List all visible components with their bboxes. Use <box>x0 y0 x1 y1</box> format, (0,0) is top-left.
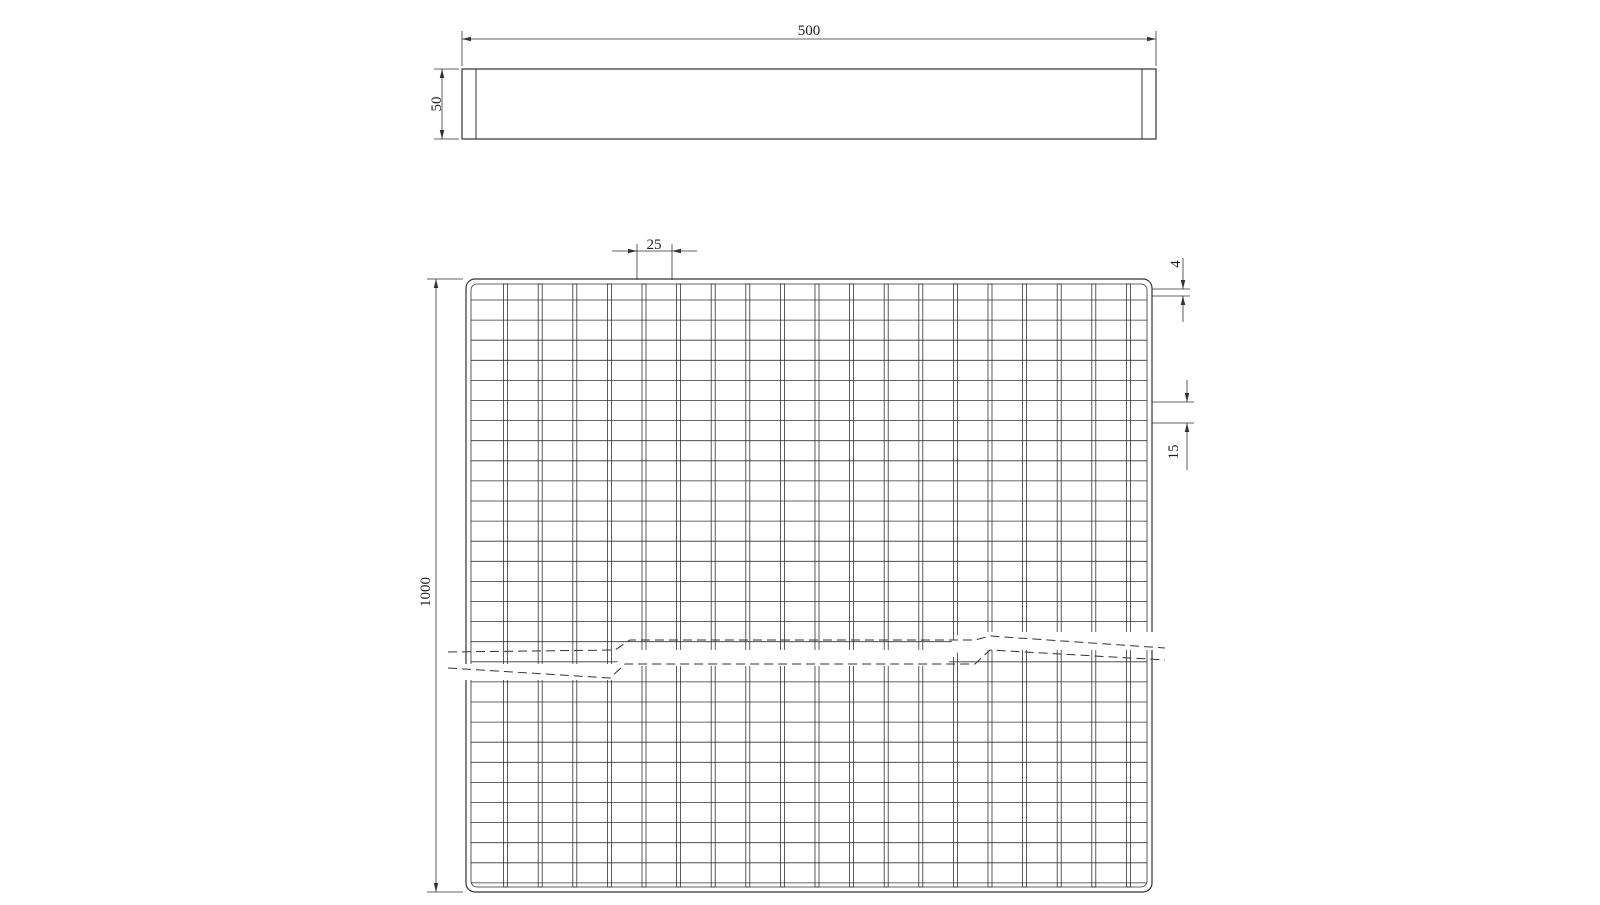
bearing-bar <box>573 284 577 887</box>
width-dimension <box>462 23 1156 66</box>
bearing-bar <box>504 284 508 887</box>
bearing-bar <box>988 284 992 887</box>
bearing-bar <box>1057 284 1061 887</box>
plan-view-bottom-section <box>466 279 1152 892</box>
bearing-bar <box>884 284 888 887</box>
side-view <box>462 69 1156 139</box>
cross-bar-pitch-dimension <box>1152 380 1194 470</box>
plan-view-frame-bottom <box>466 279 1152 892</box>
plan-view-frame-top <box>466 279 1152 892</box>
bar-thickness-dimension <box>1152 258 1190 322</box>
break-line-upper <box>448 636 1165 652</box>
bearing-bar <box>538 284 542 887</box>
bearing-bar <box>850 284 854 887</box>
bearing-bar <box>746 284 750 887</box>
width-dimension-label: 500 <box>797 23 821 39</box>
bearing-bar <box>815 284 819 887</box>
length-dimension <box>418 279 463 892</box>
bar-thickness-dimension-label: 4 <box>1168 260 1184 268</box>
bearing-bar <box>677 284 681 887</box>
height-dimension-label: 50 <box>429 96 445 112</box>
bearing-bar <box>711 284 715 887</box>
side-view-outline <box>462 69 1156 139</box>
bearing-bar <box>607 284 611 887</box>
bearing-bar <box>1023 284 1027 887</box>
bearing-bar <box>538 284 542 887</box>
bearing-bar <box>850 284 854 887</box>
bearing-bar <box>573 284 577 887</box>
bearing-bar <box>711 284 715 887</box>
bearing-bar <box>504 284 508 887</box>
bearing-bar <box>815 284 819 887</box>
bearing-bar <box>780 284 784 887</box>
bar-pitch-dimension <box>612 237 697 280</box>
bearing-bar <box>1023 284 1027 887</box>
bearing-bar <box>607 284 611 887</box>
bearing-bar <box>919 284 923 887</box>
bearing-bar <box>884 284 888 887</box>
bearing-bar <box>642 284 646 887</box>
bearing-bar <box>953 284 957 887</box>
length-dimension-label: 1000 <box>418 577 434 607</box>
bearing-bar <box>1057 284 1061 887</box>
cross-bar-pitch-dimension-label: 15 <box>1166 444 1182 460</box>
plan-view <box>448 279 1165 892</box>
bearing-bars-top <box>504 284 1131 887</box>
plan-view-top-section <box>466 279 1152 892</box>
bearing-bar <box>1092 284 1096 887</box>
bearing-bar <box>953 284 957 887</box>
bearing-bar <box>746 284 750 887</box>
bearing-bar <box>1126 284 1130 887</box>
bearing-bar <box>780 284 784 887</box>
bearing-bar <box>1126 284 1130 887</box>
bearing-bars-bottom <box>504 284 1131 887</box>
bearing-bar <box>677 284 681 887</box>
bearing-bar <box>919 284 923 887</box>
height-dimension <box>429 69 459 139</box>
bar-pitch-dimension-label: 25 <box>646 237 662 253</box>
bearing-bar <box>1092 284 1096 887</box>
bearing-bar <box>642 284 646 887</box>
bearing-bar <box>988 284 992 887</box>
